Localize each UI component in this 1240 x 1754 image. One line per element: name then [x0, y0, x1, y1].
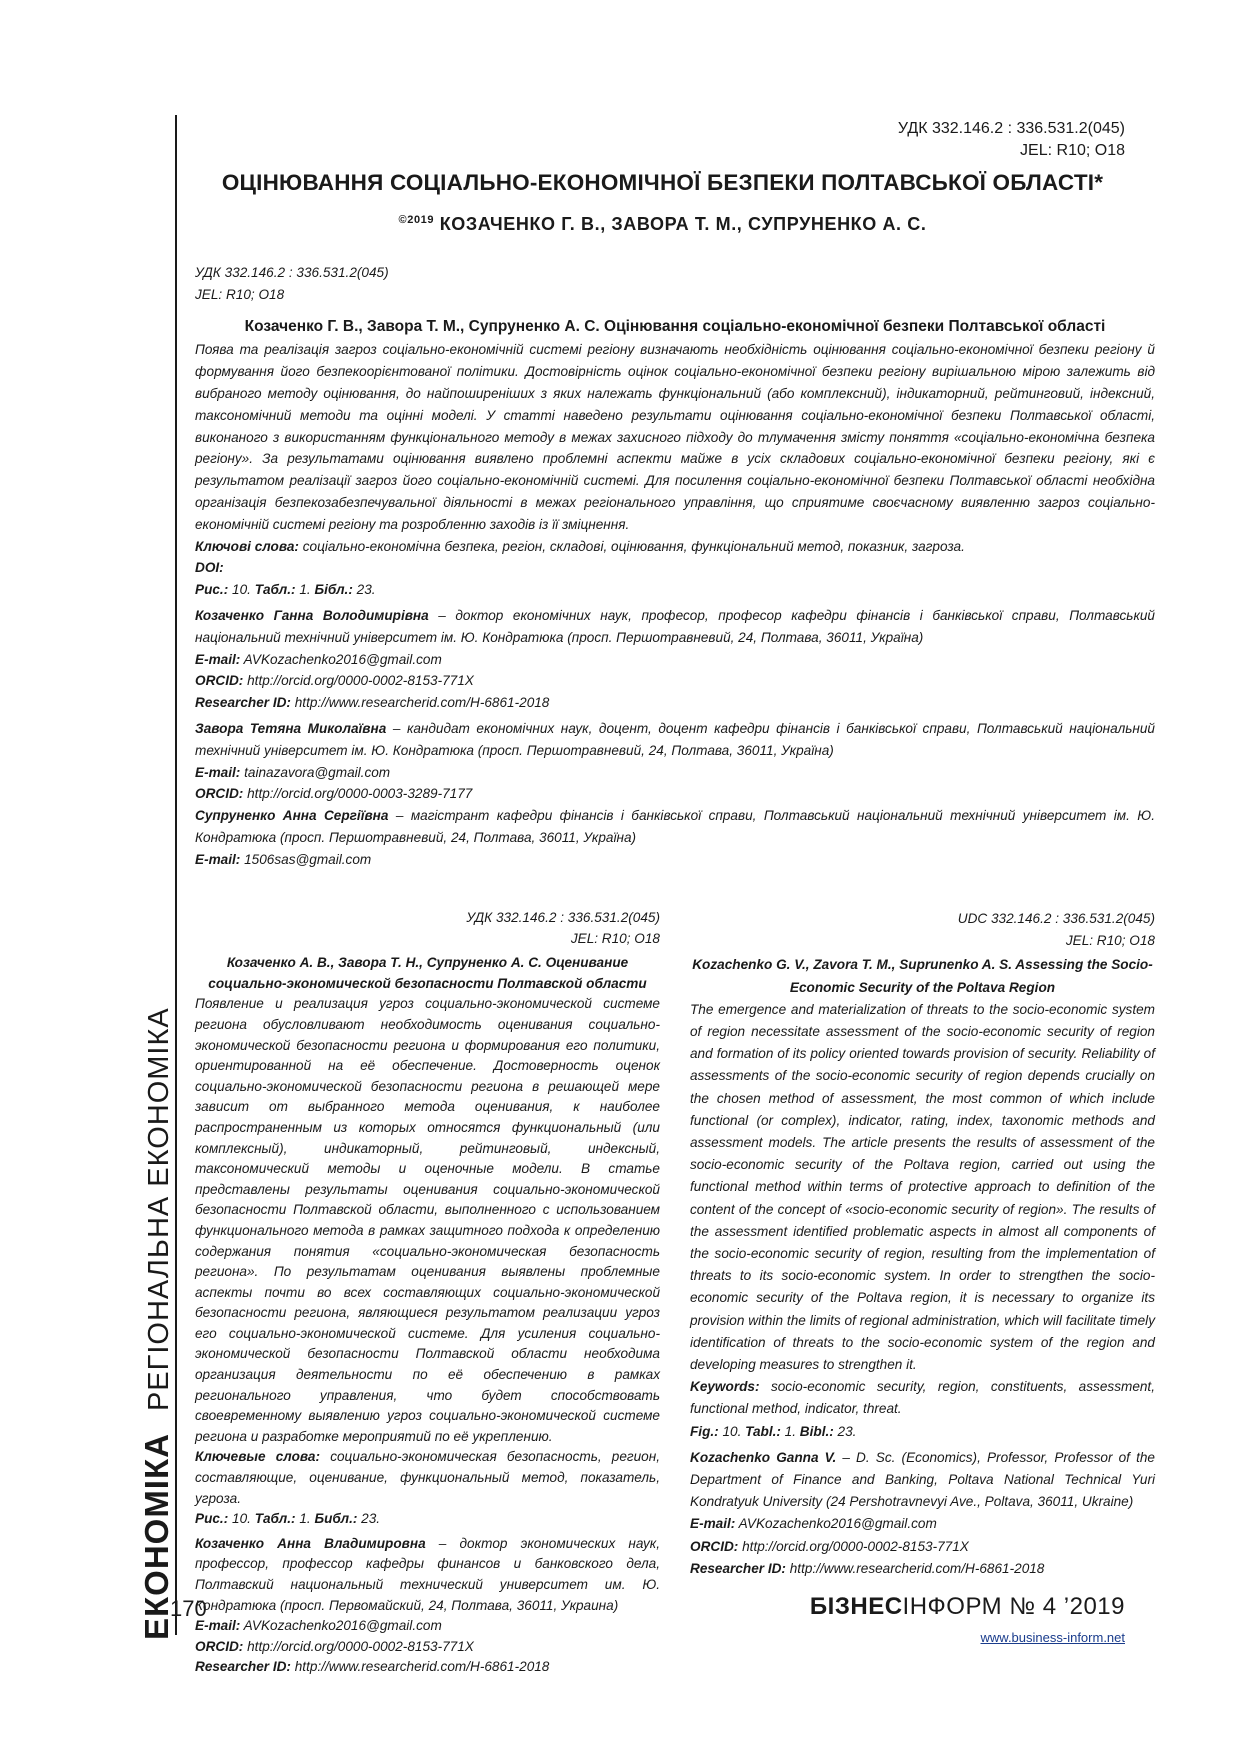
ru-citation: Козаченко А. В., Завора Т. Н., Супруненко А. С. Оценивание социально-экономической безопасности Полтавской области	[208, 955, 647, 991]
en-keywords: Keywords: socio-economic security, region, constituents, assessment, functional method, indicator, threat.	[690, 1379, 1155, 1417]
ukr-author3	[195, 805, 1155, 849]
ru-author1-email-link[interactable]: AVKozachenko2016@gmail.com	[240, 1618, 442, 1634]
ukr-author1-name: Козаченко Ганна Володимирівна	[195, 607, 429, 623]
ukr-author2-email: E-mail: tainazavora@gmail.com	[195, 764, 391, 780]
en-counts: Fig.: 10. Tabl.: 1. Bibl.: 23.	[690, 1423, 857, 1439]
header-udk: УДК 332.146.2 : 336.531.2(045)	[897, 120, 1125, 137]
ukr-author3-desc: – магістрант кафедри фінансів і банківської справи, Полтавський національний технічний університет ім. Ю. Кондратюка (просп. Першотравневий, 24, Полтава, 36011, Україна)	[195, 808, 1155, 845]
authors-names: КОЗАЧЕНКО Г. В., ЗАВОРА Т. М., СУПРУНЕНКО А. С.	[439, 214, 927, 234]
ru-keywords: Ключевые слова: социально-экономическая безопасность, регион, составляющие, оценивание, функциональный метод, показатель, угроза.	[195, 1449, 660, 1506]
en-author1-email: E-mail: AVKozachenko2016@gmail.com	[690, 1516, 937, 1532]
ukr-author3-email-link[interactable]: 1506sas@gmail.com	[240, 851, 372, 867]
en-author1-orcid: ORCID: http://orcid.org/0000-0002-8153-771X	[690, 1538, 969, 1554]
article-title: ОЦІНЮВАННЯ СОЦІАЛЬНО-ЕКОНОМІЧНОЇ БЕЗПЕКИ ПОЛТАВСЬКОЇ ОБЛАСТІ*	[221, 170, 1104, 195]
ukr-keywords-text: соціально-економічна безпека, регіон, складові, оцінювання, функціональний метод, показник, загроза.	[298, 538, 965, 554]
ru-udk: УДК 332.146.2 : 336.531.2(045)	[466, 910, 660, 925]
ukr-udk: УДК 332.146.2 : 336.531.2(045)	[195, 265, 389, 280]
vertical-rule	[175, 115, 177, 1635]
en-author1-rid-link[interactable]: http://www.researcherid.com/H-6861-2018	[785, 1560, 1045, 1576]
ukr-author3-email: E-mail: 1506sas@gmail.com	[195, 851, 372, 867]
side-label-main: ЕКОНОМІКА	[138, 1433, 175, 1640]
journal-url-link[interactable]: www.business-inform.net	[980, 1630, 1125, 1645]
english-abstract-column	[690, 908, 1155, 1580]
ukr-author2-desc: – кандидат економічних наук, доцент, доцент кафедри фінансів і банківської справи, Полтавський національний технічний університет ім. Ю. Кондратюка (просп. Першотравневий, 24, Полтава, 36011, Україна)	[195, 720, 1155, 758]
ukr-fig-label: Рис.:	[195, 582, 229, 598]
page-number: 170	[170, 1596, 207, 1621]
article-authors	[200, 214, 1125, 235]
en-citation: Kozachenko G. V., Zavora T. M., Suprunenko A. S. Assessing the Socio-Economic Security of the Poltava Region	[692, 957, 1153, 995]
russian-abstract-column	[195, 908, 660, 1678]
journal-name-rest: ІНФОРМ № 4 ’2019	[902, 1593, 1125, 1620]
ru-counts: Рис.: 10. Табл.: 1. Библ.: 23.	[195, 1511, 381, 1527]
ukr-fig: 10.	[228, 582, 255, 598]
journal-name-bold: БІЗНЕС	[809, 1593, 903, 1620]
ukr-author1-orcid: ORCID: http://orcid.org/0000-0002-8153-771X	[195, 673, 474, 689]
en-udk: UDC 332.146.2 : 336.531.2(045)	[957, 911, 1155, 926]
ukr-jel: JEL: R10; O18	[195, 286, 285, 302]
ru-author1-orcid-link[interactable]: http://orcid.org/0000-0002-8153-771X	[243, 1638, 474, 1654]
ukr-author2-email-link[interactable]: tainazavora@gmail.com	[240, 764, 391, 780]
en-author1: Kozachenko Ganna V. – D. Sc. (Economics), Professor, Professor of the Department of Finance and Banking, Poltava National Technical Yuri Kondratyuk University (24 Pershotravnevyi Ave., Poltava, 36011, Ukraine)	[690, 1449, 1155, 1510]
ru-author1-orcid: ORCID: http://orcid.org/0000-0002-8153-771X	[195, 1638, 474, 1654]
ukr-keywords	[195, 536, 1155, 558]
copyright-year: ©2019	[398, 214, 435, 226]
en-author1-rid: Researcher ID: http://www.researcherid.com/H-6861-2018	[690, 1560, 1045, 1576]
section-side-label	[140, 1007, 174, 1640]
ru-author1-email: E-mail: AVKozachenko2016@gmail.com	[195, 1618, 442, 1634]
side-label-sub: РЕГІОНАЛЬНА ЕКОНОМІКА	[143, 1007, 175, 1412]
ukr-author1	[195, 605, 1155, 649]
ukr-author2	[195, 718, 1155, 762]
ukr-author1-orcid-link[interactable]: http://orcid.org/0000-0002-8153-771X	[243, 673, 474, 689]
ukr-author1-desc: – доктор економічних наук, професор, професор кафедри фінансів і банківської справи, Полтавський національний технічний університет ім. Ю. Кондратюка (просп. Першотравневий, 24, Полтава, 36011, Україна)	[195, 607, 1155, 645]
header-udc	[898, 118, 1125, 162]
ukr-doi: DOI:	[195, 560, 224, 576]
ukr-author1-email: E-mail: AVKozachenko2016@gmail.com	[195, 651, 442, 667]
ukr-author1-rid-link[interactable]: http://www.researcherid.com/H-6861-2018	[290, 695, 550, 711]
en-author1-email-link[interactable]: AVKozachenko2016@gmail.com	[735, 1516, 937, 1532]
ukr-bibl: 23.	[352, 582, 376, 598]
ukr-author1-email-link[interactable]: AVKozachenko2016@gmail.com	[240, 651, 442, 667]
ukr-author1-rid: Researcher ID: http://www.researcherid.com/H-6861-2018	[195, 695, 550, 711]
en-author1-orcid-link[interactable]: http://orcid.org/0000-0002-8153-771X	[738, 1538, 969, 1554]
ukr-author3-name: Супруненко Анна Сергіївна	[195, 808, 389, 824]
en-abstract: The emergence and materialization of threats to the socio-economic system of region necessitate assessment of the socio-economic security of region and formation of its policy oriented towards provision of security. Reliability of assessments of the socio-economic security of region depends crucially on the chosen method of assessment, the most common of which include functional (or complex), indicator, rating, index, taxonomic methods and assessment models. The article presents the results of assessment of the socio-economic security of the Poltava region, carried out using the functional method within terms of protective approach to definition of the content of the concept of «socio-economic security of region». The results of the assessment identified problematic aspects in almost all components of the socio-economic security of region, resulting from the implementation of threats to its socio-economic system. In order to strengthen the socio-economic security of the Poltava region, it is necessary to organize its provision within the limits of regional administration, which will facilitate timely identification of threats to the socio-economic system of the region and developing measures to strengthen it.	[690, 1001, 1155, 1373]
header-jel: JEL: R10; O18	[1020, 142, 1125, 159]
ukr-counts	[195, 579, 1155, 601]
ukr-tabl: 1.	[295, 582, 315, 598]
ukr-tabl-label: Табл.:	[254, 582, 296, 598]
ukr-author2-orcid: ORCID: http://orcid.org/0000-0003-3289-7177	[195, 786, 473, 802]
ukr-keywords-label: Ключові слова:	[195, 538, 299, 554]
ru-jel: JEL: R10; O18	[570, 930, 660, 946]
ukrainian-abstract-block	[195, 262, 1155, 871]
journal-name	[810, 1593, 1125, 1621]
ukr-citation: Козаченко Г. В., Завора Т. М., Супруненко А. С. Оцінювання соціально-економічної безпеки Полтавської області	[244, 317, 1106, 335]
ru-author1: Козаченко Анна Владимировна – доктор экономических наук, профессор, профессор кафедры финансов и банковского дела, Полтавский национальный технический университет им. Ю. Кондратюка (просп. Первомайский, 24, Полтава, 36011, Украина)	[195, 1535, 660, 1613]
ru-abstract: Появление и реализация угроз социально-экономической системе региона обусловливают необходимость оценивания социально-экономической безопасности региона и формирования его политики, ориентированной на её обеспечение. Достоверность оценок социально-экономической безопасности региона в решающей мере зависит от выбранного метода оценивания, к наиболее распространенным из которых относятся функциональный (или комплексный), индикаторный, рейтинговый, индексный, таксономический методы и оценочные модели. В статье представлены результаты оценивания социально-экономической безопасности Полтавской области, выполненного с использованием функционального метода в рамках защитного подхода к определению содержания понятия «социально-экономическая безопасность региона». По результатам оценивания выявлены проблемные аспекты почти во всех составляющих социально-экономической безопасности региона, являющиеся результатом реализации угроз его социально-экономической системе. Для усиления социально-экономической безопасности Полтавской области необходима организация деятельности по её обеспечению в рамках регионального управления, что будет способствовать своевременному выявлению угроз социально-экономической системе региона и разработке мероприятий по её укреплению.	[195, 996, 660, 1444]
ukr-author2-orcid-link[interactable]: http://orcid.org/0000-0003-3289-7177	[243, 786, 473, 802]
ukr-abstract: Поява та реалізація загроз соціально-економічній системі регіону визначають необхідність оцінювання соціально-економічної безпеки регіону й формування його безпекоорієнтованої політики. Достовірність оцінок соціально-економічної безпеки регіону вирішальною мірою залежить від вибраного методу оцінювання, до найпоширеніших з яких належать функціональний (або комплексний), індикаторний, рейтинговий, індексний, таксономічний методи та оцінні моделі. У статті наведено результати оцінювання соціально-економічної безпеки Полтавської області, виконаного з використанням функціонального методу в межах захисного підходу до тлумачення змісту поняття «соціально-економічна безпека регіону». За результатами оцінювання виявлено проблемні аспекти майже в усіх складових соціально-економічної безпеки регіону, які є результатом реалізації загроз його соціально-економічній системі. Для посилення соціально-економічної безпеки Полтавської області необхідна організація безпекозабезпечувальної діяльності в межах регіонального управління, що сприятиме своєчасному виявленню загроз соціально-економічній системі регіону та розробленню заходів із її зміцнення.	[195, 342, 1155, 532]
ukr-bibl-label: Бібл.:	[314, 582, 353, 598]
en-jel: JEL: R10; O18	[1065, 933, 1155, 949]
ru-author1-rid-link[interactable]: http://www.researcherid.com/H-6861-2018	[290, 1659, 550, 1675]
ukr-author2-name: Завора Тетяна Миколаївна	[195, 720, 387, 736]
ru-author1-rid: Researcher ID: http://www.researcherid.com/H-6861-2018	[195, 1659, 550, 1675]
